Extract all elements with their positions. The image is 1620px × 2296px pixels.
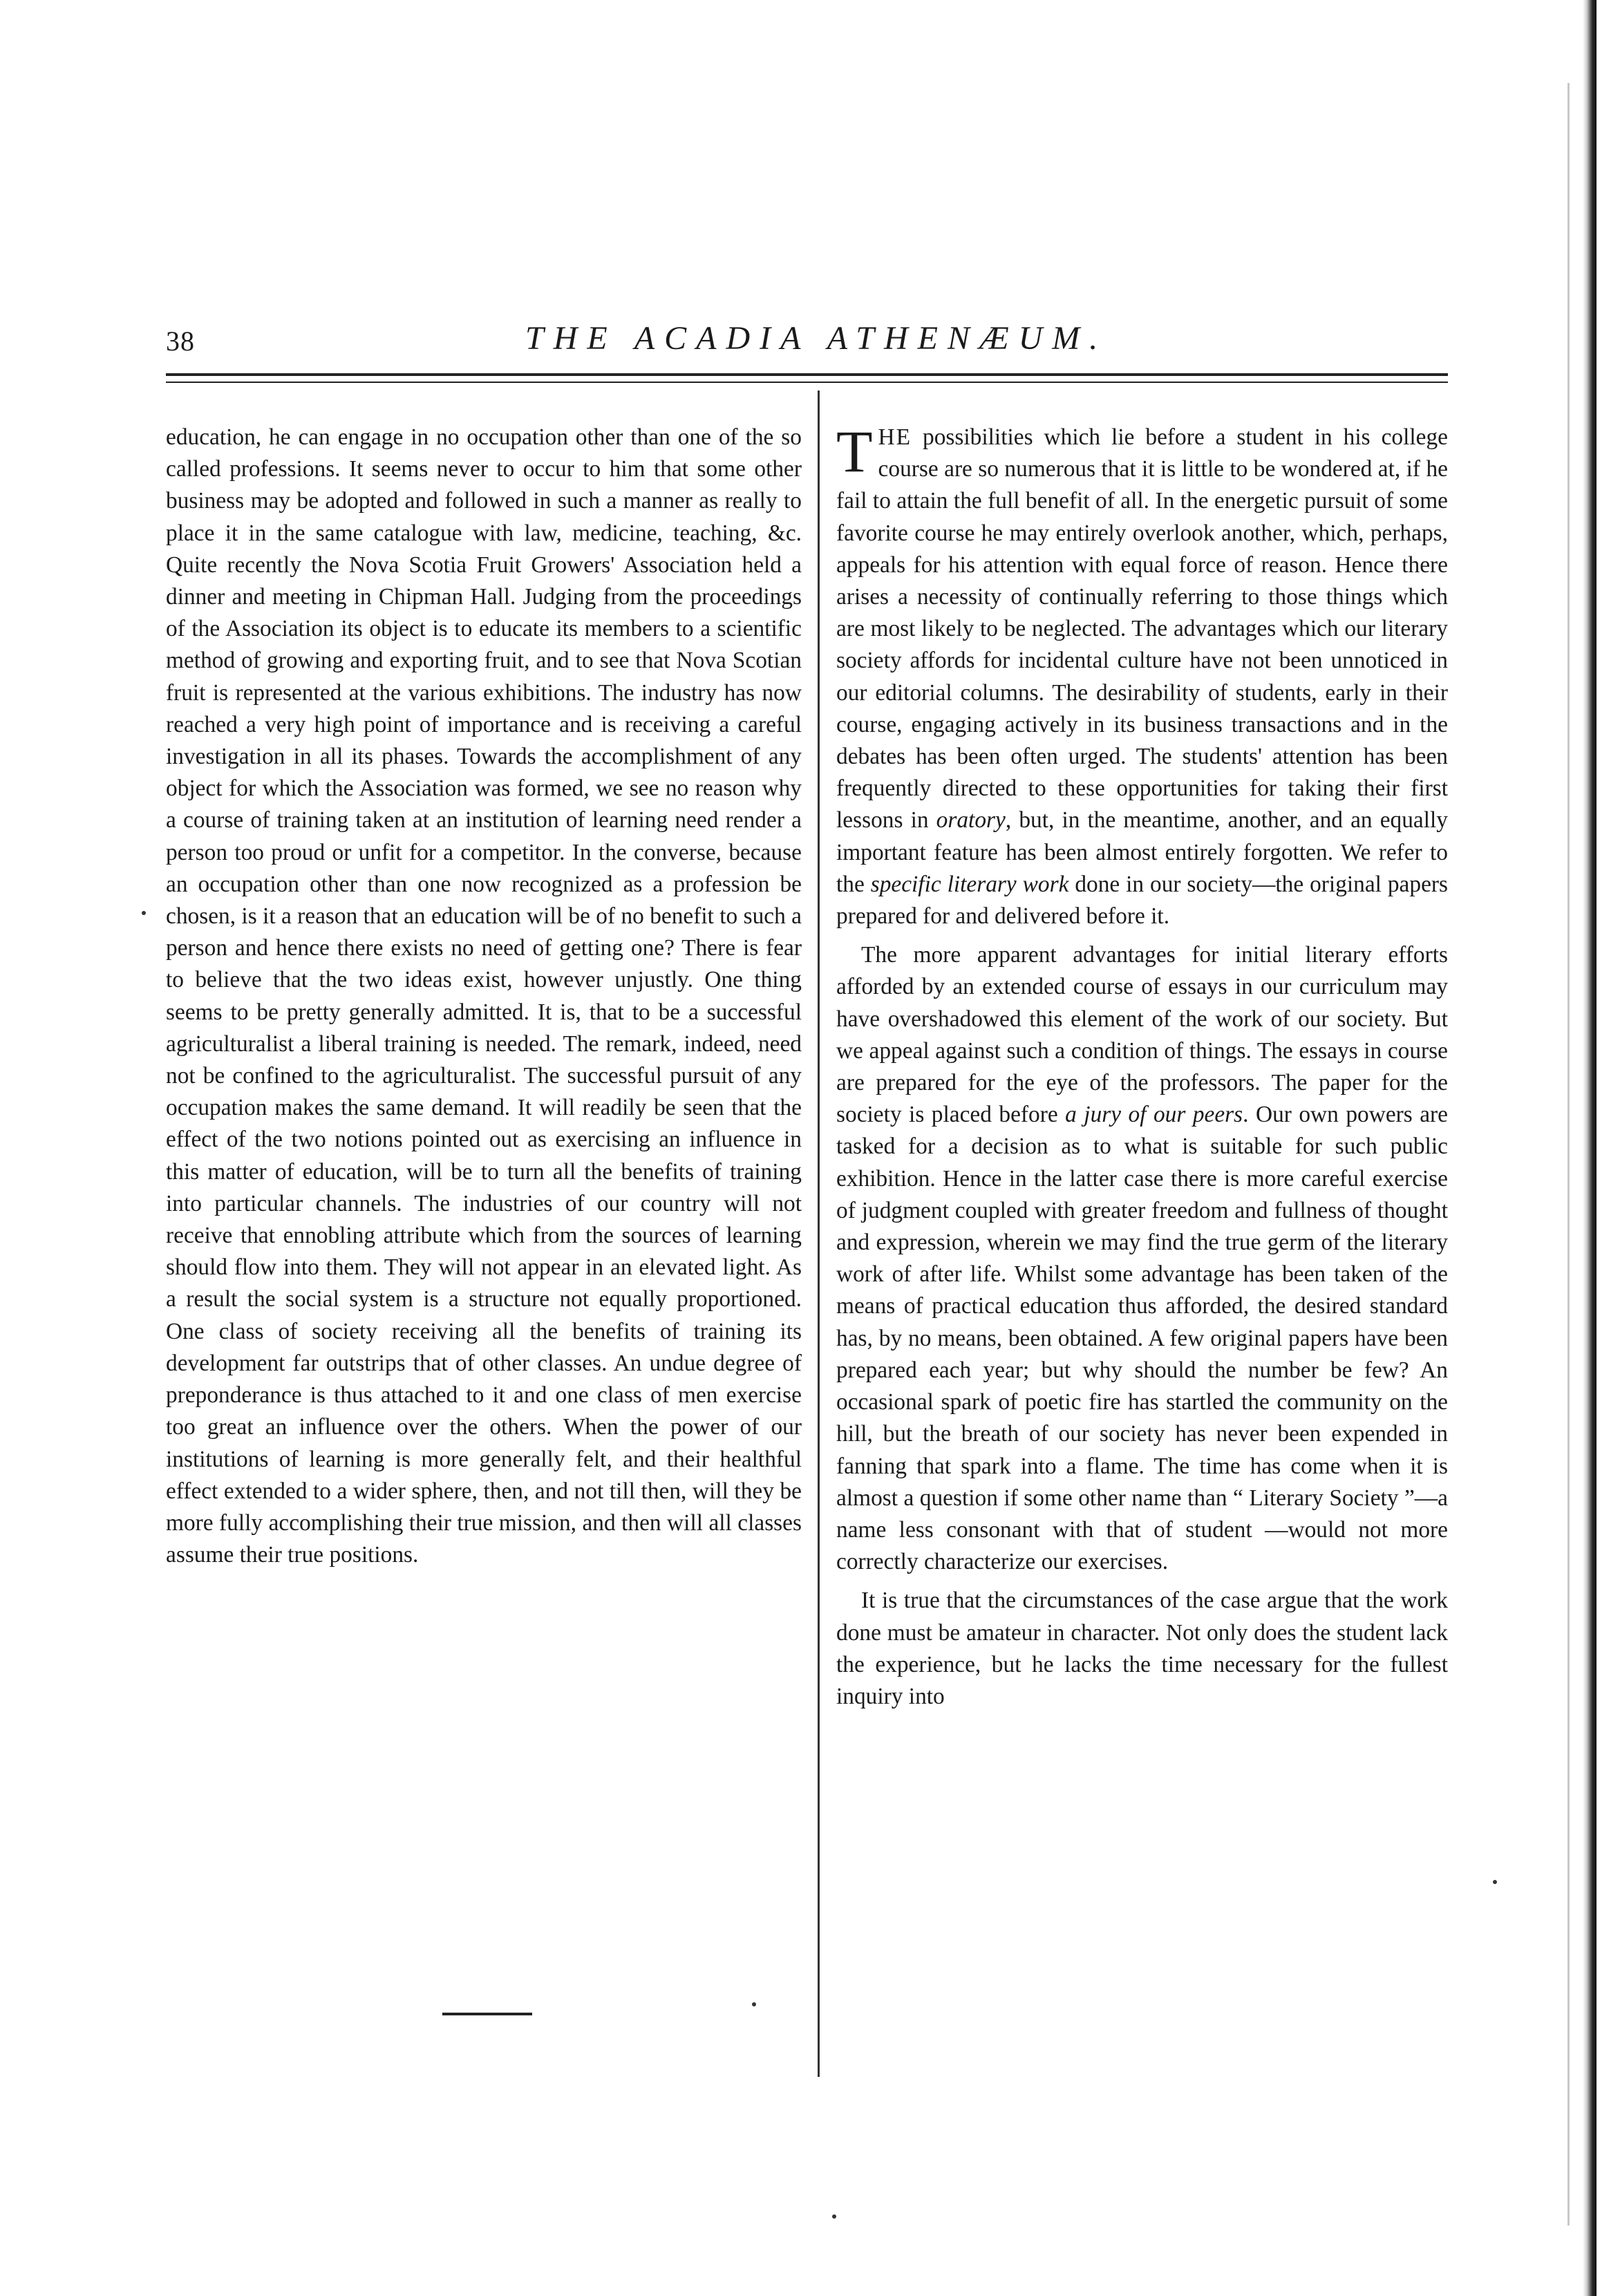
print-speck (832, 2214, 836, 2219)
right-paragraph-3: It is true that the circumstances of the case argue that the work done must be amateur in character. Not only does the student lack the experience, but he lacks the time necessary for the fullest inquiry into (836, 1588, 1448, 1709)
right-paragraph-1-text-b: , but, in the meantime, another, and an equally important feature has been almost entirely forgotten. We refer to the (836, 807, 1448, 897)
page-number: 38 (166, 326, 195, 357)
print-speck (752, 2002, 756, 2006)
lead-word: HE (878, 424, 912, 450)
right-paragraph-1-text-c: done in our society—the original papers prepared for and delivered before it. (836, 871, 1448, 930)
header-rule-thick (166, 373, 1448, 376)
right-column (836, 418, 1448, 1713)
right-paragraph-1 (836, 418, 1448, 932)
left-column-paragraph: education, he can engage in no occupation other than one of the so called professions. It seems never to occur to him that some other business may be adopted and followed in such a manner as really to place it in the same catalogue with law, medicine, teaching, &c. Quite recently the Nova Scotia Fruit Growers' Association held a dinner and meeting in Chipman Hall. Judging from the proceedings of the Association its object is to educate its members to a scientific method of growing and exporting fruit, and to see that Nova Scotian fruit is represented at the various exhibitions. The industry has now reached a very high point of importance and is receiving a careful investigation in all its phases. Towards the accomplishment of any object for which the Association was formed, we see no reason why a course of training taken at an institution of learning need render a person too proud or unfit for a competitor. In the converse, because an occupation other than one now recognized as a profession be chosen, is it a reason that an education will be of no benefit to such a person and hence there exists no need of getting one? There is fear to believe that the two ideas exist, however unjustly. One thing seems to be pretty generally admitted. It is, that to be a successful agriculturalist a liberal training is needed. The remark, indeed, need not be confined to the agriculturalist. The successful pursuit of any occupation makes the same demand. It will readily be seen that the effect of the two notions pointed out as exercising an influence in this matter of education, will be to turn all the benefits of training into particular channels. The industries of our country will not receive that ennobling attribute which from the sources of learning should flow into them. They will not appear in an elevated light. As a result the social system is a structure not equally proportioned. One class of society receiving all the benefits of training its development far outstrips that of other classes. An undue degree of preponderance is thus attached to it and one class of men exercise too great an influence over the others. When the power of our institutions of learning is more generally felt, and their healthful effect extended to a wider sphere, then, and not till then, will they be more fully accomplishing their true mission, and then will all classes assume their true positions. (166, 424, 802, 1568)
header-rule-thin (166, 382, 1448, 383)
emphasis-oratory: oratory (936, 807, 1006, 834)
page-edge-binding-shadow (1583, 0, 1597, 2296)
print-speck (142, 911, 146, 915)
right-paragraph-1-text-a: possibilities which lie before a student in his college course are so numerous that it is little to be wondered at, if he fail to attain the full benefit of all. In the energetic pursuit of some favorite course he may entirely overlook another, which, perhaps, appeals for his attention with equal force of reason. Hence there arises a necessity of continually referring to those things which are most likely to be neglected. The advantages which our literary society affords for incidental culture have not been unnoticed in our editorial columns. The desirability of students, early in their course, engaging actively in its business transactions and in the debates has been often urged. The students' attention has been frequently directed to these opportunities for taking their first lessons in (836, 424, 1448, 834)
running-title: THE ACADIA ATHENÆUM. (525, 320, 1108, 357)
article-end-rule (442, 2013, 532, 2015)
page-edge-shadow-line (1567, 83, 1570, 2226)
emphasis-jury-of-peers: a jury of our peers (1065, 1102, 1243, 1128)
right-paragraph-2-text-a: The more apparent advantages for initial literary efforts afforded by an extended course of essays in our curriculum may have overshadowed this element of the work of our society. But we appeal against such a condition of things. The essays in course are prepared for the eye of the professors. The paper for the society is placed before (836, 942, 1448, 1128)
emphasis-specific-literary-work: specific literary work (870, 871, 1069, 897)
print-speck (1493, 1880, 1497, 1884)
right-paragraph-2 (836, 939, 1448, 1578)
left-column (166, 422, 802, 1571)
column-divider (818, 390, 820, 2077)
drop-cap: T (836, 418, 873, 484)
right-paragraph-2-text-b: . Our own powers are tasked for a decision as to what is suitable for such public exhibition. Hence in the latter case there is more careful exercise of judgment coupled with greater freedom and fullness of thought and expression, wherein we may find the true germ of the literary work of after life. Whilst some advantage has been taken of the means of practical education thus afforded, the desired standard has, by no means, been obtained. A few original papers have been prepared each year; but why should the number be few? An occasional spark of poetic fire has startled the community on the hill, but the breath of our society has never been expended in fanning that spark into a flame. The time has come when it is almost a question if some other name than “ Literary Society ”—a name less consonant with that of student —would not more correctly characterize our exercises. (836, 1102, 1448, 1575)
